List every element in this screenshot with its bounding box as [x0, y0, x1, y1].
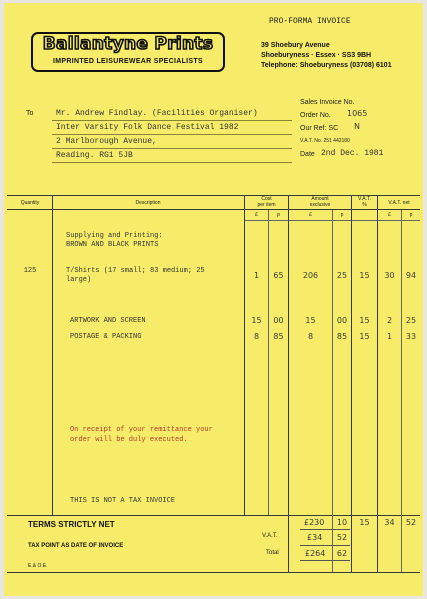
row-3-cost-p: 85 [273, 332, 284, 341]
row-2-cost-p: 00 [273, 316, 284, 325]
header-description: Description [135, 200, 161, 206]
vat-total-pounds: £34 [307, 533, 323, 542]
logo-tagline: IMPRINTED LEISUREWEAR SPECIALISTS [53, 58, 203, 65]
row-1-amt-p: 25 [336, 271, 348, 280]
row-2-vat-l: 2 [386, 316, 393, 325]
not-tax-invoice: THIS IS NOT A TAX INVOICE [70, 497, 176, 505]
invoice-title: PRO-FORMA INVOICE [269, 17, 351, 26]
sub-pounds-vat: £ [388, 212, 391, 218]
row-2-vat-p: 25 [405, 316, 417, 325]
subtotal-pence: 10 [336, 518, 348, 527]
terms-label: TERMS STRICTLY NET [28, 520, 115, 529]
our-ref-label: Our Ref: SC [300, 125, 339, 132]
recipient-line-4: Reading. RG1 5JB [56, 151, 133, 160]
subtotal-pounds: £230 [304, 518, 325, 527]
order-label: Order No. [300, 112, 331, 119]
address-line-2: Shoeburyness · Essex · SS3 9BH [261, 52, 372, 59]
row-1-desc-1: T/Shirts (17 small; 83 medium; 25 [66, 267, 205, 275]
row-1-desc-2: large) [66, 276, 92, 284]
header-quantity: Quantity [20, 200, 40, 206]
address-line-1: 39 Shoebury Avenue [261, 42, 330, 49]
row-1-vat-pct: 15 [359, 271, 370, 280]
vat-total-pence: 52 [336, 533, 348, 542]
row-1-amt-l: 206 [302, 271, 319, 280]
description-heading-2: BROWN AND BLACK PRINTS [66, 241, 159, 249]
row-3-cost-l: 8 [253, 332, 260, 341]
vat-label: V.A.T. [262, 533, 278, 539]
sub-pence-cost: p [277, 212, 280, 218]
sub-pence-vat: p [409, 212, 413, 218]
subtotal-vat-pct: 15 [359, 518, 370, 527]
grand-total-pounds: £264 [305, 549, 326, 558]
header-cost: Cost per item [257, 196, 276, 208]
logo-name: Ballantyne Prints [42, 34, 214, 54]
company-logo [31, 32, 225, 72]
date-value: 2nd Dec. 1981 [321, 149, 384, 158]
eoe-label: E.& O.E. [28, 563, 48, 569]
header-amount: Amount exclusive [309, 196, 331, 208]
address-line-3: Telephone: Shoeburyness (03708) 6101 [261, 62, 392, 69]
row-1-vat-l: 30 [384, 271, 395, 280]
row-2-desc: ARTWORK AND SCREEN [70, 317, 146, 325]
vat-registration: V.A.T. No. 251 442180 [300, 138, 350, 144]
header-vat-net: V.A.T. net [388, 200, 410, 206]
row-2-cost-l: 15 [251, 316, 262, 325]
subtotal-vat-pence: 52 [405, 518, 417, 527]
row-3-vat-pct: 15 [359, 332, 370, 341]
recipient-line-3: 2 Marlborough Avenue, [56, 137, 157, 146]
row-3-amt-l: 8 [307, 332, 314, 341]
sub-pence-amount: p [340, 212, 344, 218]
row-3-vat-l: 1 [386, 332, 393, 341]
row-1-cost-l: 1 [253, 271, 260, 280]
row-3-desc: POSTAGE & PACKING [70, 333, 142, 341]
row-1-vat-p: 94 [405, 271, 417, 280]
recipient-line-1: Mr. Andrew Findlay. (Facilities Organiser) [56, 109, 258, 118]
row-2-amt-l: 15 [305, 316, 316, 325]
subtotal-vat-pounds: 34 [384, 518, 395, 527]
tax-point-label: TAX POINT AS DATE OF INVOICE [28, 543, 124, 549]
recipient-line-2: Inter Varsity Folk Dance Festival 1982 [56, 123, 239, 132]
row-1-qty: 125 [23, 267, 37, 275]
row-3-amt-p: 85 [336, 332, 348, 341]
header-vat-pct: V.A.T. % [358, 196, 371, 208]
remittance-note-2: order will be duly executed. [70, 436, 188, 444]
description-heading-1: Supplying and Printing: [66, 232, 163, 240]
total-label: Total [266, 550, 279, 556]
to-label: To [26, 110, 34, 117]
row-3-vat-p: 33 [405, 332, 417, 341]
invoice-paper [4, 3, 423, 596]
row-1-cost-p: 65 [273, 271, 284, 280]
remittance-note-1: On receipt of your remittance your [70, 426, 213, 434]
sales-invoice-label: Sales Invoice No. [300, 99, 355, 106]
order-value: 1065 [347, 109, 368, 118]
sub-pounds-cost: £ [255, 212, 258, 218]
grand-total-pence: 62 [336, 549, 348, 558]
our-ref-value: N [354, 122, 360, 131]
date-label: Date [300, 151, 315, 158]
row-2-amt-p: 00 [336, 316, 348, 325]
sub-pounds-amount: £ [309, 212, 312, 218]
row-2-vat-pct: 15 [359, 316, 370, 325]
